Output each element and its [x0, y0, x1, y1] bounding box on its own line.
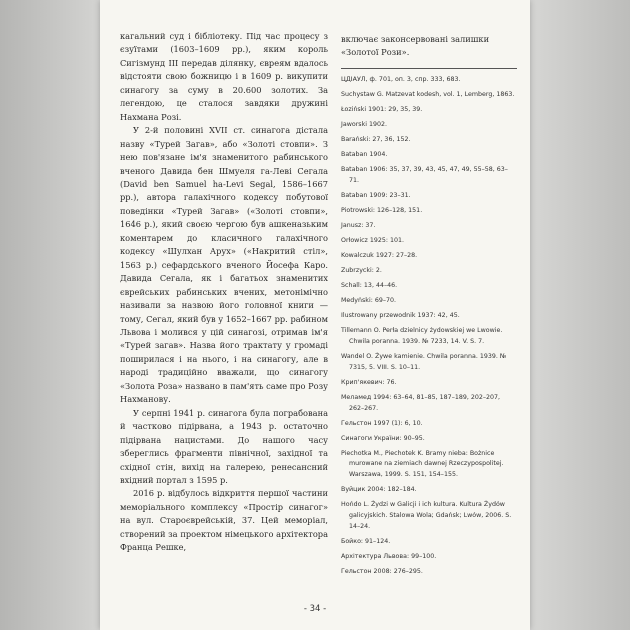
- footnote: Wandel O. Żywe kamienie. Chwila poranna. 1939. № 7315, 5. VIII. S. 10–11.: [341, 352, 507, 371]
- main-text-column: [120, 30, 328, 555]
- footnote: Hońdo L. Żydzi w Galicji i ich kultura. Kultura Żydów galicyjskich. Stalowa Wola; Gdańsk; Lwów, 2006. S. 14–24.: [341, 501, 512, 531]
- footnote: Синагоги України: 90–95.: [341, 434, 425, 442]
- footnote: Меламед 1994: 63–64, 81–85, 187–189, 202–207, 262–267.: [341, 393, 501, 412]
- footnote-divider: [341, 68, 517, 69]
- footnote: Вуйцик 2004: 182–184.: [341, 486, 417, 494]
- footnote: Bataban 1904.: [341, 150, 388, 158]
- footnote: Kowalczuk 1927: 27–28.: [341, 251, 418, 259]
- footnote: Bataban 1906: 35, 37, 39, 43, 45, 47, 49, 55–58, 63–71.: [341, 165, 508, 184]
- right-page-edge: [530, 0, 630, 630]
- footnote: Ilustrowany przewodnik 1937: 42, 45.: [341, 311, 460, 319]
- page-number: - 34 -: [303, 604, 327, 614]
- footnote: Łoziński 1901: 29, 35, 39.: [341, 105, 423, 113]
- paragraph: кагальний суд і бібліотеку. Під час процесу з єзуїтами (1603–1609 рр.), яким король Сигізмунд ІІІ передав ділянку, євреям вдалось відстояти свою божницю і в 1609 р. викупити синагогу за суму в 20.600 золотих. За легендою, це сталося завдяки дружині Нахмана Розі.: [120, 31, 328, 122]
- footnote: Piotrowski: 126–128, 151.: [341, 206, 423, 214]
- footnote: Orłowicz 1925: 101.: [341, 236, 405, 244]
- footnote: Tillemann O. Perła dzielnicy żydowskiej we Lwowie. Chwila poranna. 1939. № 7233, 14. V. S. 7.: [341, 326, 503, 345]
- footnote: Suchystaw G. Matzevat kodesh, vol. 1, Lemberg, 1863.: [341, 90, 515, 98]
- footnote: Barański: 27, 36, 152.: [341, 135, 411, 143]
- left-page-edge: [0, 0, 100, 630]
- footnote: ЦДІАУЛ, ф. 701, оп. 3, спр. 333, 683.: [341, 75, 461, 83]
- intro-text: включає законсервовані залишки «Золотої Рози».: [341, 34, 490, 58]
- footnote: Schall: 13, 44–46.: [341, 281, 398, 289]
- footnote: Jaworski 1902.: [341, 120, 388, 128]
- footnote: Бойко: 91–124.: [341, 538, 391, 546]
- footnote: Крип'якевич: 76.: [341, 378, 397, 386]
- footnote: Medyński: 69–70.: [341, 296, 396, 304]
- footnote: Гельстон 2008: 276–295.: [341, 568, 423, 576]
- footnote: Архітектура Львова: 99–100.: [341, 553, 437, 561]
- footnote: Zubrzycki: 2.: [341, 266, 382, 274]
- paragraph: 2016 р. відбулось відкриття першої частини меморіального комплексу «Простір синагог» на вул. Староєврейській, 37. Цей меморіал, створений за проектом німецького архітектора Франца Решке,: [120, 488, 328, 553]
- book-page: [100, 0, 530, 630]
- side-column: [341, 33, 517, 582]
- footnote: Piechotka M., Piechotek K. Bramy nieba: Bożnice murowane na ziemiach dawnej Rzeczypospolitej. Warszawa, 1999. S. 151, 154–155.: [341, 449, 504, 479]
- footnote: Janusz: 37.: [341, 221, 376, 229]
- paragraph: У 2-й половині XVII ст. синагога дістала назву «Турей Загав», або «Золоті стовпи». З нею пов'язане ім'я знаменитого рабинського вченого Давида бен Шмуеля га-Леві Сегала (David ben Samuel ha-Levi Segal, 1586–1667 рр.), автора галахічного кодексу побутової поведінки «Турей Загав» («Золоті стовпи», 1646 р.), який своєю чергою був ашкеназьким коментарем до класичного галахічного кодексу «Шулхан Арух» («Накритий стіл», 1563 р.) сефардського вченого Йосефа Каро. Давида Сегала, як і багатьох знаменитих єврейських рабинських вчених, метонімічно називали за назвою його головної книги — тому, Сегал, який був у 1652–1667 рр. рабином Львова і молився у цій синагозі, отримав ім'я «Турей загав». Назва його трактату у громаді поширилася і на нього, і на синагогу, але в народі традиційно вважали, що синагогу «Золота Роза» названо в пам'ять саме про Розу Нахманову.: [120, 125, 328, 405]
- footnote: Гельстон 1997 (1): 6, 10.: [341, 419, 423, 427]
- paragraph: У серпні 1941 р. синагога була пограбована й частково підірвана, а 1943 р. остаточно підірвана нацистами. До нашого часу збереглись фрагменти північної, західної та східної стін, вихід на галерею, ренесансний вхідний портал з 1595 р.: [120, 407, 328, 485]
- footnote-list: [341, 75, 517, 578]
- footnote: Bataban 1909: 23–31.: [341, 191, 411, 199]
